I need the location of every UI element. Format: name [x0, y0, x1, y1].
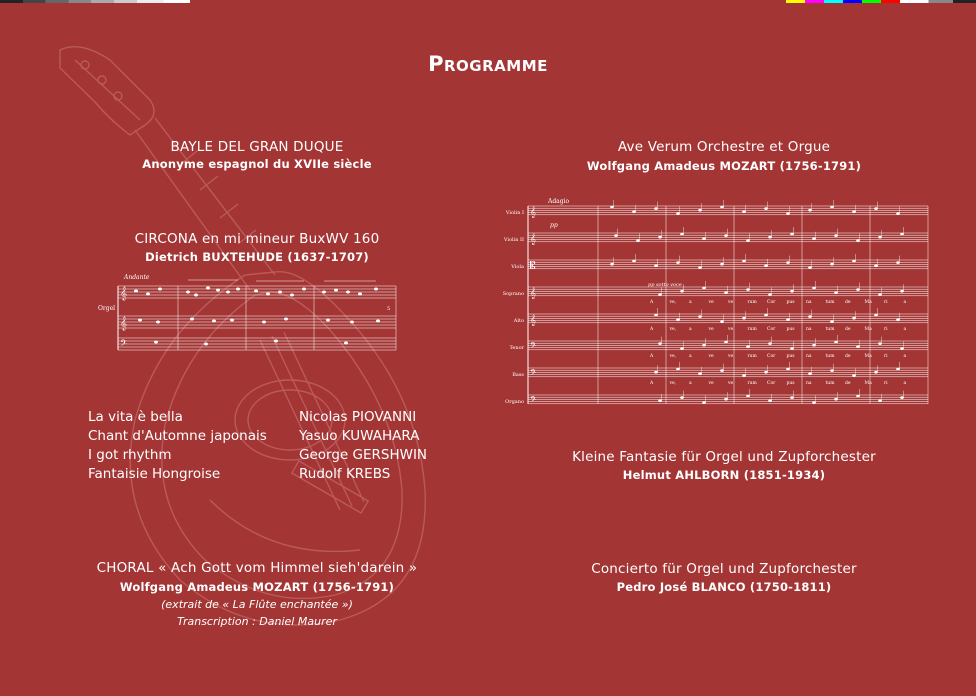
svg-text:𝄞: 𝄞: [120, 316, 128, 330]
lyric-syllable: de: [845, 300, 851, 305]
lyric-syllable: ve: [708, 327, 714, 332]
lyric-syllable: ve,: [669, 300, 677, 305]
lyric-syllable: pus: [786, 354, 795, 359]
lyric-syllable: ve,: [669, 354, 677, 359]
lyric-syllable: Ma: [864, 327, 872, 332]
lyric-syllable: pus: [786, 327, 795, 332]
list-piece: Fantaisie Hongroise: [88, 466, 221, 482]
lyric-syllable: ri: [884, 354, 888, 359]
lyric-syllable: ri: [884, 300, 888, 305]
lyric-syllable: tum: [825, 327, 835, 332]
left-piece3-transcription: Transcription : Daniel Maurer: [177, 615, 337, 628]
left-piece1-composer: Anonyme espagnol du XVIIe siècle: [142, 157, 372, 171]
lyric-syllable: a: [903, 327, 907, 332]
svg-text:𝄢: 𝄢: [530, 342, 537, 353]
lyric-syllable: na: [806, 327, 812, 332]
composer-name: BUXTEHUDE: [202, 250, 284, 264]
lyric-syllable: A: [650, 354, 654, 359]
lyric-syllable: ve,: [669, 327, 677, 332]
staff-label: Alto: [513, 318, 524, 324]
list-piece: La vita è bella: [88, 409, 183, 425]
list-composer: Nicolas PIOVANNI: [299, 409, 417, 425]
lyric-syllable: A: [650, 327, 654, 332]
svg-text:𝄞: 𝄞: [530, 315, 536, 326]
lyric-syllable: ve: [708, 354, 714, 359]
lyric-syllable: Ma: [864, 354, 872, 359]
lyric-syllable: ve: [728, 354, 734, 359]
list-composer: George GERSHWIN: [299, 447, 428, 463]
lyric-syllable: rum: [747, 327, 757, 332]
ave-verum-score: [500, 190, 930, 415]
lyric-syllable: Ma: [864, 300, 872, 305]
list-piece: I got rhythm: [88, 447, 172, 463]
lyric-syllable: pus: [786, 300, 795, 305]
lyric-syllable: a: [903, 381, 907, 386]
left-piece1-title: BAYLE DEL GRAN DUQUE: [170, 139, 344, 155]
lyric-syllable: A: [650, 381, 654, 386]
lyric-syllable: ri: [884, 327, 888, 332]
lyric-syllable: na: [806, 354, 812, 359]
right-piece2-title: Kleine Fantasie für Orgel und Zupforchester: [572, 449, 876, 465]
list-row: [88, 446, 468, 465]
lyric-syllable: na: [806, 300, 812, 305]
left-piece2-composer: [57, 250, 457, 264]
list-composer: Yasuo KUWAHARA: [299, 428, 420, 444]
staff-label: Soprano: [502, 291, 524, 297]
svg-text:𝄢: 𝄢: [530, 396, 537, 407]
lyric-syllable: tum: [825, 300, 835, 305]
staff-label: Violin II: [503, 237, 524, 243]
left-piece3-title: CHORAL « Ach Gott vom Himmel sieh'darein »: [96, 560, 418, 576]
staff-label: Organo: [505, 399, 524, 405]
lyric-syllable: de: [845, 327, 851, 332]
lyric-syllable: Cor: [767, 300, 776, 305]
lyric-syllable: rum: [747, 300, 757, 305]
lyric-syllable: ve,: [669, 381, 677, 386]
lyric-syllable: rum: [747, 381, 757, 386]
lyric-syllable: ve: [728, 300, 734, 305]
lyric-syllable: ri: [884, 381, 888, 386]
lyric-syllable: pus: [786, 381, 795, 386]
lyric-syllable: a: [689, 300, 692, 305]
lyric-syllable: A: [650, 300, 654, 305]
score-dynamic: pp: [550, 222, 558, 229]
lyric-syllable: Cor: [767, 381, 776, 386]
lyric-syllable: de: [845, 354, 851, 359]
svg-text:𝄞: 𝄞: [530, 288, 536, 299]
buxtehude-score: [96, 270, 401, 355]
lyric-syllable: Ma: [864, 381, 872, 386]
lyric-syllable: ve: [708, 300, 714, 305]
left-piece3-note: (extrait de « La Flûte enchantée »): [161, 598, 353, 611]
staff-label: Viola: [511, 264, 524, 270]
lyric-syllable: de: [845, 381, 851, 386]
lyric-syllable: na: [806, 381, 812, 386]
lyric-syllable: tum: [825, 381, 835, 386]
svg-text:𝄡: 𝄡: [530, 261, 536, 272]
svg-text:𝄞: 𝄞: [530, 207, 536, 218]
list-piece: Chant d'Automne japonais: [88, 428, 267, 444]
list-row: [88, 408, 468, 427]
staff-label: Tenor: [509, 345, 524, 351]
staff-label: Violin I: [505, 210, 524, 216]
right-piece3-title: Concierto für Orgel und Zupforchester: [591, 561, 857, 577]
list-row: [88, 465, 468, 484]
right-piece2-composer: Helmut AHLBORN (1851-1934): [622, 468, 826, 482]
score-voice-dynamic: pp sotto voce: [648, 282, 682, 288]
lyric-syllable: tum: [825, 354, 835, 359]
lyric-syllable: ve: [708, 381, 714, 386]
composer-prefix: Dietrich: [145, 250, 203, 264]
lyric-syllable: Cor: [767, 327, 776, 332]
registration-bar-left: [0, 0, 190, 3]
svg-text:𝄞: 𝄞: [120, 286, 128, 300]
score-tempo: Adagio: [548, 198, 570, 205]
lyric-syllable: ve: [728, 327, 734, 332]
composer-dates: (1637-1707): [283, 250, 369, 264]
registration-bar-right: [786, 0, 976, 3]
lyric-syllable: a: [689, 327, 692, 332]
lyric-syllable: a: [689, 354, 692, 359]
lyric-syllable: Cor: [767, 354, 776, 359]
lyric-syllable: a: [903, 354, 907, 359]
list-row: [88, 427, 468, 446]
score-instrument: Orgel: [98, 305, 116, 312]
left-piece3-composer: Wolfgang Amadeus MOZART (1756-1791): [119, 580, 395, 594]
lyric-syllable: a: [689, 381, 692, 386]
lyric-syllable: a: [903, 300, 907, 305]
score-measure-number: 5: [387, 306, 391, 312]
score-tempo: Andante: [124, 274, 150, 281]
right-piece1-composer: Wolfgang Amadeus MOZART (1756-1791): [586, 159, 862, 173]
left-piece2-title: CIRCONA en mi mineur BuxWV 160: [134, 231, 380, 247]
right-piece1-title: Ave Verum Orchestre et Orgue: [617, 139, 831, 155]
lyric-syllable: rum: [747, 354, 757, 359]
right-piece3-composer: Pedro José BLANCO (1750-1811): [616, 580, 832, 594]
list-composer: Rudolf KREBS: [299, 466, 391, 482]
svg-text:𝄞: 𝄞: [530, 234, 536, 245]
program-list: [88, 408, 468, 484]
lyric-syllable: ve: [728, 381, 734, 386]
svg-text:𝄢: 𝄢: [120, 338, 128, 351]
staff-label: Bass: [512, 372, 524, 378]
page-title: Programme: [428, 52, 548, 76]
svg-text:𝄢: 𝄢: [530, 369, 537, 380]
